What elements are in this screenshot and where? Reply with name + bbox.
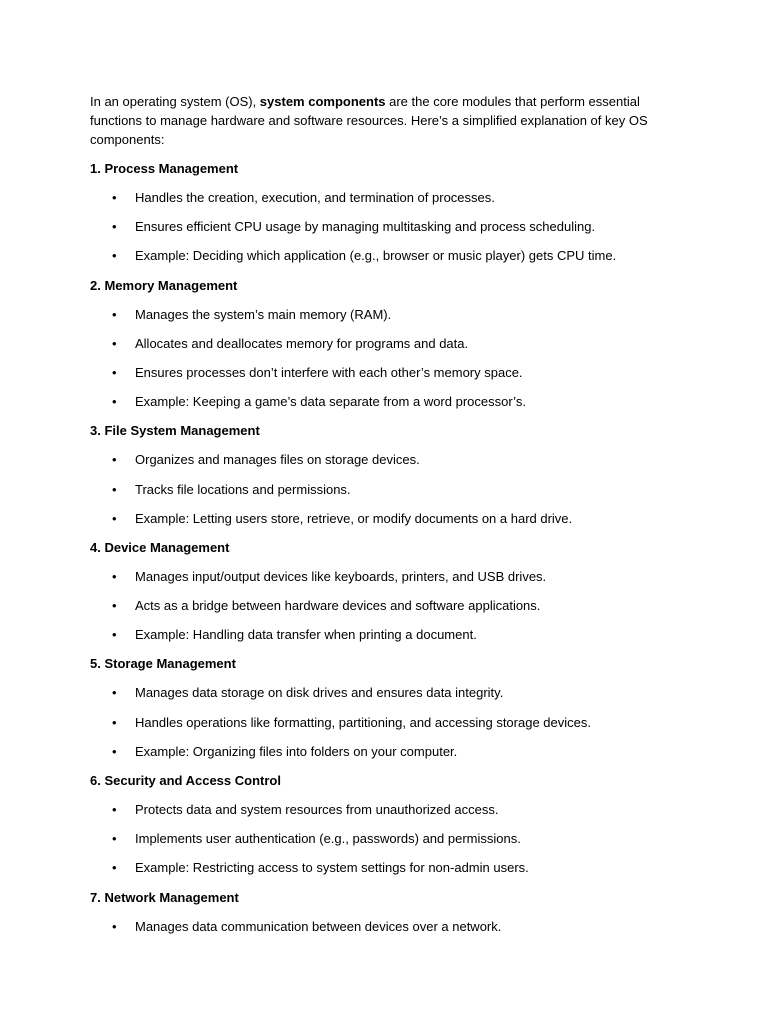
list-item-text: Example: Letting users store, retrieve, or modify documents on a hard drive.: [135, 510, 573, 526]
list-item: [90, 305, 690, 334]
bullet-icon: •: [112, 714, 117, 730]
list-item-text: Protects data and system resources from unauthorized access.: [135, 802, 499, 817]
document-page: [90, 92, 690, 946]
bullet-icon: •: [112, 481, 117, 497]
section-heading: 3. File System Management: [90, 423, 260, 439]
bullet-icon: •: [112, 627, 117, 643]
bullet-list: [90, 450, 690, 538]
section-heading: 4. Device Management: [90, 539, 230, 555]
list-item: [90, 334, 690, 363]
list-item-text: Handles the creation, execution, and termination of processes.: [135, 190, 495, 205]
bullet-icon: •: [112, 306, 117, 322]
bullet-icon: •: [112, 918, 117, 934]
list-item: [90, 363, 690, 392]
bullet-icon: •: [112, 568, 117, 584]
bullet-icon: •: [112, 394, 117, 410]
list-item: [90, 858, 690, 887]
bullet-icon: •: [112, 452, 117, 468]
sections-container: [90, 159, 690, 946]
intro-text-before: In an operating system (OS),: [90, 94, 260, 109]
list-item: [90, 596, 690, 625]
list-item: [90, 800, 690, 829]
bullet-icon: •: [112, 190, 117, 205]
bullet-icon: •: [112, 248, 117, 264]
list-item-text: Example: Handling data transfer when printing a document.: [135, 627, 477, 643]
list-item-text: Allocates and deallocates memory for programs and data.: [135, 335, 469, 351]
list-item-text: Ensures processes don’t interfere with each other’s memory space.: [135, 364, 523, 380]
section-heading: 2. Memory Management: [90, 277, 238, 293]
intro-text-after: are the core modules that perform essential functions to manage hardware and software resources. Here’s a simplified explanation of key OS components:: [90, 94, 648, 147]
list-item: [90, 625, 690, 654]
list-item-text: Example: Restricting access to system settings for non-admin users.: [135, 860, 529, 876]
list-item: [90, 917, 690, 946]
section-heading: 7. Network Management: [90, 889, 239, 905]
section-heading: 5. Storage Management: [90, 656, 236, 672]
bullet-list: [90, 567, 690, 655]
bullet-list: [90, 683, 690, 771]
bullet-list: [90, 188, 690, 276]
list-item-text: Example: Keeping a game’s data separate from a word processor’s.: [135, 394, 526, 410]
list-item: [90, 392, 690, 421]
list-item-text: Tracks file locations and permissions.: [135, 481, 351, 497]
list-item-text: Handles operations like formatting, partitioning, and accessing storage devices.: [135, 714, 591, 730]
list-item: [90, 217, 690, 246]
list-item: [90, 450, 690, 479]
intro-bold-term: system components: [259, 94, 386, 109]
section-heading: 6. Security and Access Control: [90, 773, 281, 788]
bullet-list: [90, 305, 690, 422]
bullet-list: [90, 917, 690, 946]
list-item-text: Acts as a bridge between hardware devices and software applications.: [135, 598, 541, 614]
bullet-icon: •: [112, 685, 117, 701]
list-item-text: Implements user authentication (e.g., passwords) and permissions.: [135, 831, 521, 847]
list-item-text: Manages data communication between devices over a network.: [135, 918, 502, 934]
bullet-icon: •: [112, 860, 117, 876]
list-item-text: Organizes and manages files on storage devices.: [135, 452, 420, 468]
bullet-list: [90, 800, 690, 888]
list-item-text: Manages the system’s main memory (RAM).: [135, 306, 392, 322]
bullet-icon: •: [112, 743, 117, 759]
bullet-icon: •: [112, 335, 117, 351]
list-item: [90, 246, 690, 275]
list-item: [90, 683, 690, 712]
list-item: [90, 567, 690, 596]
intro-paragraph: [90, 92, 690, 149]
bullet-icon: •: [112, 364, 117, 380]
bullet-icon: •: [112, 802, 117, 817]
bullet-icon: •: [112, 831, 117, 847]
list-item-text: Manages input/output devices like keyboards, printers, and USB drives.: [135, 568, 547, 584]
bullet-icon: •: [112, 510, 117, 526]
list-item: [90, 742, 690, 771]
bullet-icon: •: [112, 219, 117, 235]
list-item-text: Example: Organizing files into folders on your computer.: [135, 743, 458, 759]
list-item: [90, 829, 690, 858]
bullet-icon: •: [112, 598, 117, 614]
section-heading: 1. Process Management: [90, 161, 239, 176]
list-item-text: Manages data storage on disk drives and ensures data integrity.: [135, 685, 504, 701]
list-item: [90, 713, 690, 742]
list-item: [90, 509, 690, 538]
list-item-text: Ensures efficient CPU usage by managing multitasking and process scheduling.: [135, 219, 596, 235]
list-item-text: Example: Deciding which application (e.g., browser or music player) gets CPU time.: [135, 248, 617, 264]
list-item: [90, 188, 690, 217]
list-item: [90, 480, 690, 509]
